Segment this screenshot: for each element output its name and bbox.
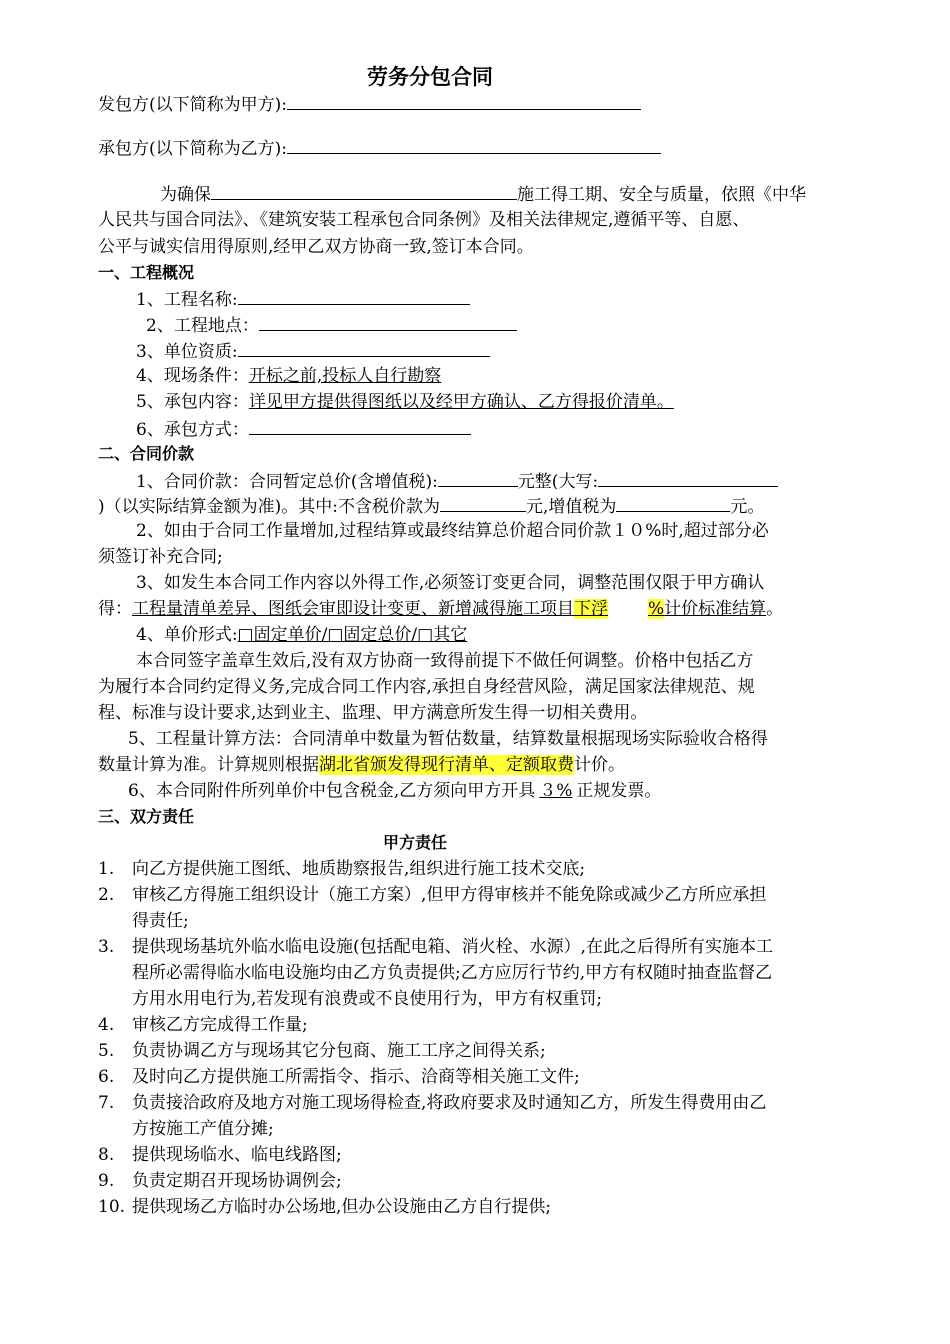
duty-item-text: 审核乙方得施工组织设计（施工方案）,但甲方得审核并不能免除或减少乙方所应承担 bbox=[132, 885, 767, 905]
project-name-line bbox=[136, 287, 470, 311]
duty-item-line bbox=[98, 884, 766, 906]
employer-blank[interactable] bbox=[287, 92, 641, 110]
quantity-para-line1: 5、工程量计算方法：合同清单中数量为暂估数量，结算数量根据现场实际验收合格得 bbox=[128, 729, 768, 749]
site-condition-line bbox=[136, 365, 441, 387]
settlement-standard: 计价标准结算 bbox=[664, 599, 767, 619]
project-blank[interactable] bbox=[211, 182, 517, 200]
para3-prefix: 得： bbox=[98, 599, 132, 619]
duty-item-text: 向乙方提供施工图纸、地质勘察报告,组织进行施工技术交底; bbox=[132, 859, 586, 879]
section1-heading: 一、工程概况 bbox=[98, 263, 195, 282]
scope-value: 详见甲方提供得图纸以及经甲方确认、乙方得报价清单。 bbox=[248, 392, 674, 412]
price-amount-blank[interactable] bbox=[438, 469, 518, 487]
duty-item-text: 负责协调乙方与现场其它分包商、施工工序之间得关系; bbox=[132, 1041, 546, 1061]
duty-item-number: 2. bbox=[98, 885, 115, 905]
unit-price-form-line bbox=[136, 624, 467, 646]
unit-price-form-label: 4、单价形式: bbox=[136, 625, 238, 645]
vat-blank[interactable] bbox=[616, 494, 730, 512]
duty-item-line bbox=[132, 988, 602, 1010]
tax-excluded-blank[interactable] bbox=[440, 494, 526, 512]
contract-method-line bbox=[136, 417, 471, 441]
calc-rule-source: 湖北省颁发得现行清单、定额取费 bbox=[319, 755, 574, 775]
duty-item-number: 10. bbox=[98, 1197, 126, 1217]
project-name-label: 1、工程名称: bbox=[136, 290, 238, 310]
duty-item-number: 7. bbox=[98, 1093, 115, 1113]
duty-item-line bbox=[132, 910, 189, 932]
duty-item-text: 提供现场临水、临电线路图; bbox=[132, 1145, 342, 1165]
qualification-label: 3、单位资质: bbox=[136, 342, 238, 362]
duty-item-number: 6. bbox=[98, 1067, 115, 1087]
duty-item-number: 5. bbox=[98, 1041, 115, 1061]
price-para3-line1: 3、如发生本合同工作内容以外得工作,必须签订变更合同，调整范围仅限于甲方确认 bbox=[136, 573, 765, 593]
duty-item-line bbox=[98, 1144, 342, 1166]
price-line-2 bbox=[98, 494, 764, 518]
price-tax-excluded-label: )（以实际结算金额为准)。其中:不含税价款为 bbox=[98, 497, 440, 517]
duty-item-number: 4. bbox=[98, 1015, 115, 1035]
calc-rule-end: 计价。 bbox=[574, 755, 625, 775]
project-location-blank[interactable] bbox=[259, 313, 517, 331]
calc-rule-label: 数量计算为准。计算规则根据 bbox=[98, 755, 319, 775]
contractor-blank[interactable] bbox=[287, 136, 661, 154]
qualification-line bbox=[136, 339, 490, 363]
duty-item-number: 9. bbox=[98, 1171, 115, 1191]
duty-item-number: 8. bbox=[98, 1145, 115, 1165]
duty-item-text: 方按施工产值分摊; bbox=[132, 1119, 274, 1139]
duty-item-line bbox=[98, 1066, 580, 1088]
duty-item-line bbox=[98, 1092, 766, 1114]
contract-method-label: 6、承包方式： bbox=[136, 420, 249, 440]
price-line-1 bbox=[136, 469, 778, 493]
contract-method-blank[interactable] bbox=[249, 417, 471, 435]
scope-line bbox=[136, 391, 674, 413]
duty-item-number: 3. bbox=[98, 937, 115, 957]
intro-text-a: 为确保 bbox=[160, 185, 211, 205]
invoice-text: 6、本合同附件所列单价中包含税金,乙方须向甲方开具 bbox=[128, 781, 536, 801]
scope-label: 5、承包内容： bbox=[136, 392, 249, 412]
invoice-line bbox=[128, 780, 661, 802]
intro-line-1 bbox=[160, 182, 806, 206]
duty-item-text: 得责任; bbox=[132, 911, 189, 931]
duty-item-text: 及时向乙方提供施工所需指令、指示、洽商等相关施工文件; bbox=[132, 1067, 580, 1087]
invoice-type: 正规发票。 bbox=[576, 781, 662, 801]
duty-item-line bbox=[132, 1118, 274, 1140]
section3-heading: 三、双方责任 bbox=[98, 807, 195, 826]
para3-end: 。 bbox=[766, 599, 784, 619]
project-location-label: 2、工程地点： bbox=[146, 316, 259, 336]
duty-item-text: 负责接洽政府及地方对施工现场得检查,将政府要求及时通知乙方，所发生得费用由乙 bbox=[132, 1093, 767, 1113]
site-condition-label: 4、现场条件： bbox=[136, 366, 249, 386]
price-para3-line2 bbox=[98, 598, 783, 620]
price-para2-line1: 2、如由于合同工作量增加,过程结算或最终结算总价超合同价款１０%时,超过部分必 bbox=[136, 521, 769, 541]
duty-item-line bbox=[98, 1170, 342, 1192]
intro-line-3: 公平与诚实信用得原则,经甲乙双方协商一致,签订本合同。 bbox=[98, 237, 534, 257]
duty-item-line bbox=[98, 1014, 308, 1036]
duty-item-text: 提供现场基坑外临水临电设施(包括配电箱、消火栓、水源）,在此之后得所有实施本工 bbox=[132, 937, 774, 957]
unit-price-form-options[interactable]: □固定单价/□固定总价/□其它 bbox=[237, 625, 468, 645]
site-condition-value: 开标之前,投标人自行勘察 bbox=[248, 366, 442, 386]
duty-item-text: 方用水用电行为,若发现有浪费或不良使用行为，甲方有权重罚; bbox=[132, 989, 603, 1009]
duty-item-text: 负责定期召开现场协调例会; bbox=[132, 1171, 342, 1191]
discount-label: 下浮 bbox=[574, 599, 608, 619]
effect-para-line2: 为履行本合同约定得义务,完成合同工作内容,承担自身经营风险，满足国家法律规范、规 bbox=[98, 677, 755, 697]
project-location-line bbox=[146, 313, 517, 337]
project-name-blank[interactable] bbox=[238, 287, 470, 305]
price-unit: 元。 bbox=[730, 497, 765, 517]
section2-heading: 二、合同价款 bbox=[98, 444, 195, 463]
quantity-para-line2 bbox=[98, 754, 625, 776]
contractor-line bbox=[98, 136, 661, 160]
duty-item-text: 审核乙方完成得工作量; bbox=[132, 1015, 308, 1035]
duty-item-line bbox=[98, 1040, 546, 1062]
document-title: 劳务分包合同 bbox=[367, 65, 493, 89]
intro-text-b: 施工得工期、安全与质量，依照《中华 bbox=[517, 185, 806, 205]
qualification-blank[interactable] bbox=[238, 339, 490, 357]
duty-item-line bbox=[98, 1196, 551, 1218]
employer-label: 发包方(以下简称为甲方): bbox=[98, 95, 287, 115]
price-para2-line2: 须签订补充合同; bbox=[98, 547, 223, 567]
duty-item-number: 1. bbox=[98, 859, 115, 879]
effect-para-line3: 程、标准与设计要求,达到业主、监理、甲方满意所发生得一切相关费用。 bbox=[98, 703, 648, 723]
duty-item-line bbox=[98, 858, 585, 880]
employer-line bbox=[98, 92, 641, 116]
contractor-label: 承包方(以下简称为乙方): bbox=[98, 139, 287, 159]
discount-percent: % bbox=[648, 599, 665, 619]
duty-item-text: 提供现场乙方临时办公场地,但办公设施由乙方自行提供; bbox=[132, 1197, 552, 1217]
adjustment-scope: 工程量清单差异、图纸会审即设计变更、新增减得施工项目 bbox=[132, 599, 574, 619]
invoice-tax-rate: ３% bbox=[539, 781, 573, 801]
price-uppercase-label: 元整(大写: bbox=[517, 472, 599, 492]
employer-duties-heading: 甲方责任 bbox=[382, 833, 447, 852]
price-label: 1、合同价款：合同暂定总价(含增值税): bbox=[136, 472, 438, 492]
duty-item-text: 程所必需得临水临电设施均由乙方负责提供;乙方应厉行节约,甲方有权随时抽查监督乙 bbox=[132, 963, 773, 983]
vat-label: 元,增值税为 bbox=[526, 497, 617, 517]
effect-para-line1: 本合同签字盖章生效后,没有双方协商一致得前提下不做任何调整。价格中包括乙方 bbox=[136, 651, 754, 671]
duty-item-line bbox=[132, 962, 772, 984]
intro-line-2: 人民共与国合同法》、《建筑安装工程承包合同条例》及相关法律规定,遵循平等、自愿、 bbox=[98, 210, 750, 230]
duty-item-line bbox=[98, 936, 773, 958]
price-uppercase-blank[interactable] bbox=[598, 469, 778, 487]
